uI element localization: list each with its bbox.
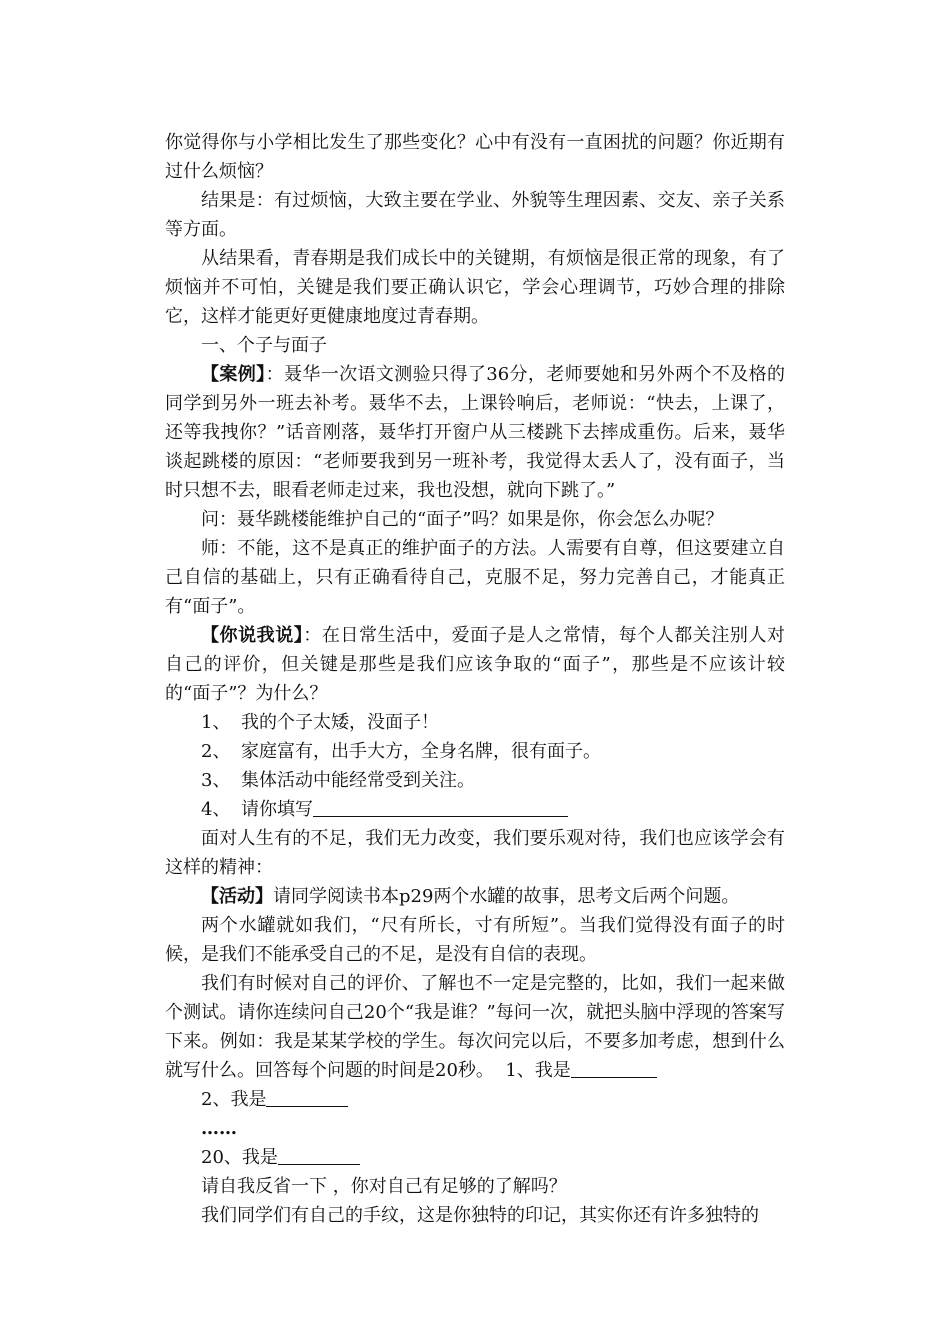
paragraph-case	[165, 360, 785, 505]
paragraph-water-jars: 两个水罐就如我们，“尺有所长，寸有所短”。当我们觉得没有面子的时候，是我们不能承受自己的不足，是没有自信的表现。	[165, 915, 785, 965]
list-item-text: 请你填写	[241, 799, 313, 820]
answer-blank-2[interactable]	[266, 1088, 348, 1107]
list-item	[165, 795, 785, 824]
list-item-number: 3、	[201, 770, 231, 791]
document-body	[165, 128, 785, 1230]
answer-blank-1[interactable]	[571, 1059, 657, 1078]
ellipsis-line: ……	[201, 1118, 237, 1139]
paragraph-face-shortcomings: 面对人生有的不足，我们无力改变，我们要乐观对待，我们也应该学会有这样的精神：	[165, 828, 785, 878]
list-item	[165, 708, 785, 737]
list-item-number: 1、	[201, 712, 231, 733]
activity-text: 请同学阅读书本p29两个水罐的故事，思考文后两个问题。	[273, 886, 740, 907]
paragraph-question: 问：聂华跳楼能维护自己的“面子”吗？如果是你，你会怎么办呢？	[201, 509, 724, 530]
paragraph-fingerprint: 我们同学们有自己的手纹，这是你独特的印记，其实你还有许多独特的	[201, 1205, 759, 1226]
paragraph-activity	[165, 882, 785, 911]
list-item	[165, 766, 785, 795]
test-instructions: 我们有时候对自己的评价、了解也不一定是完整的，比如，我们一起来做个测试。请你连续问自己20个“我是谁？”每问一次，就把头脑中浮现的答案写下来。例如：我是某某学校的学生。每次问完以后，不要多加考虑，想到什么就写什么。回答每个问题的时间是20秒。	[165, 973, 785, 1081]
list-item-number: 4、	[201, 799, 231, 820]
paragraph-you-say-i-say	[165, 621, 785, 708]
paragraph-changes: 你觉得你与小学相比发生了那些变化？心中有没有一直困扰的问题？你近期有过什么烦恼？	[165, 132, 785, 182]
answer-line-2	[165, 1085, 785, 1114]
answer-line-20	[165, 1143, 785, 1172]
you-say-text: ：在日常生活中，爱面子是人之常情，每个人都关注别人对自己的评价，但关键是那些是我们应该争取的“面子”，那些是不应该计较的“面子”？为什么？	[165, 625, 786, 704]
answer-label-20: 20、我是	[201, 1147, 278, 1168]
list-item-number: 2、	[201, 741, 231, 762]
paragraph-adolescence: 从结果看，青春期是我们成长中的关键期，有烦恼是很正常的现象，有了烦恼并不可怕，关键是我们要正确认识它，学会心理调节，巧妙合理的排除它，这样才能更好更健康地度过青春期。	[165, 248, 785, 327]
section-heading-height-and-face: 一、个子与面子	[201, 335, 327, 356]
case-label: 【案例】	[201, 364, 266, 385]
answer-label-1: 1、我是	[505, 1060, 571, 1081]
fill-in-blank[interactable]	[313, 798, 568, 817]
paragraph-results: 结果是：有过烦恼，大致主要在学业、外貌等生理因素、交友、亲子关系等方面。	[165, 190, 785, 240]
paragraph-teacher: 师：不能，这不是真正的维护面子的方法。人需要有自尊，但这要建立自己自信的基础上，只有正确看待自己，克服不足，努力完善自己，才能真正有“面子”。	[165, 538, 785, 617]
case-text: ：聂华一次语文测验只得了36分，老师要她和另外两个不及格的同学到另外一班去补考。聂华不去，上课铃响后，老师说：“快去，上课了，还等我拽你？”话音刚落，聂华打开窗户从三楼跳下去摔成重伤。后来，聂华谈起跳楼的原因：“老师要我到另一班补考，我觉得太丢人了，没有面子，当时只想不去，眼看老师走过来，我也没想，就向下跳了。”	[165, 364, 785, 501]
answer-label-2: 2、我是	[201, 1089, 267, 1110]
you-say-label: 【你说我说】	[201, 625, 304, 646]
paragraph-reflect: 请自我反省一下 ，你对自己有足够的了解吗？	[201, 1176, 567, 1197]
list-item-text: 家庭富有，出手大方，全身名牌，很有面子。	[241, 741, 601, 762]
list-item-text: 集体活动中能经常受到关注。	[241, 770, 475, 791]
answer-blank-20[interactable]	[278, 1146, 360, 1165]
list-item	[165, 737, 785, 766]
activity-label: 【活动】	[201, 886, 273, 907]
paragraph-who-am-i-test	[165, 969, 785, 1085]
list-item-text: 我的个子太矮，没面子！	[241, 712, 439, 733]
